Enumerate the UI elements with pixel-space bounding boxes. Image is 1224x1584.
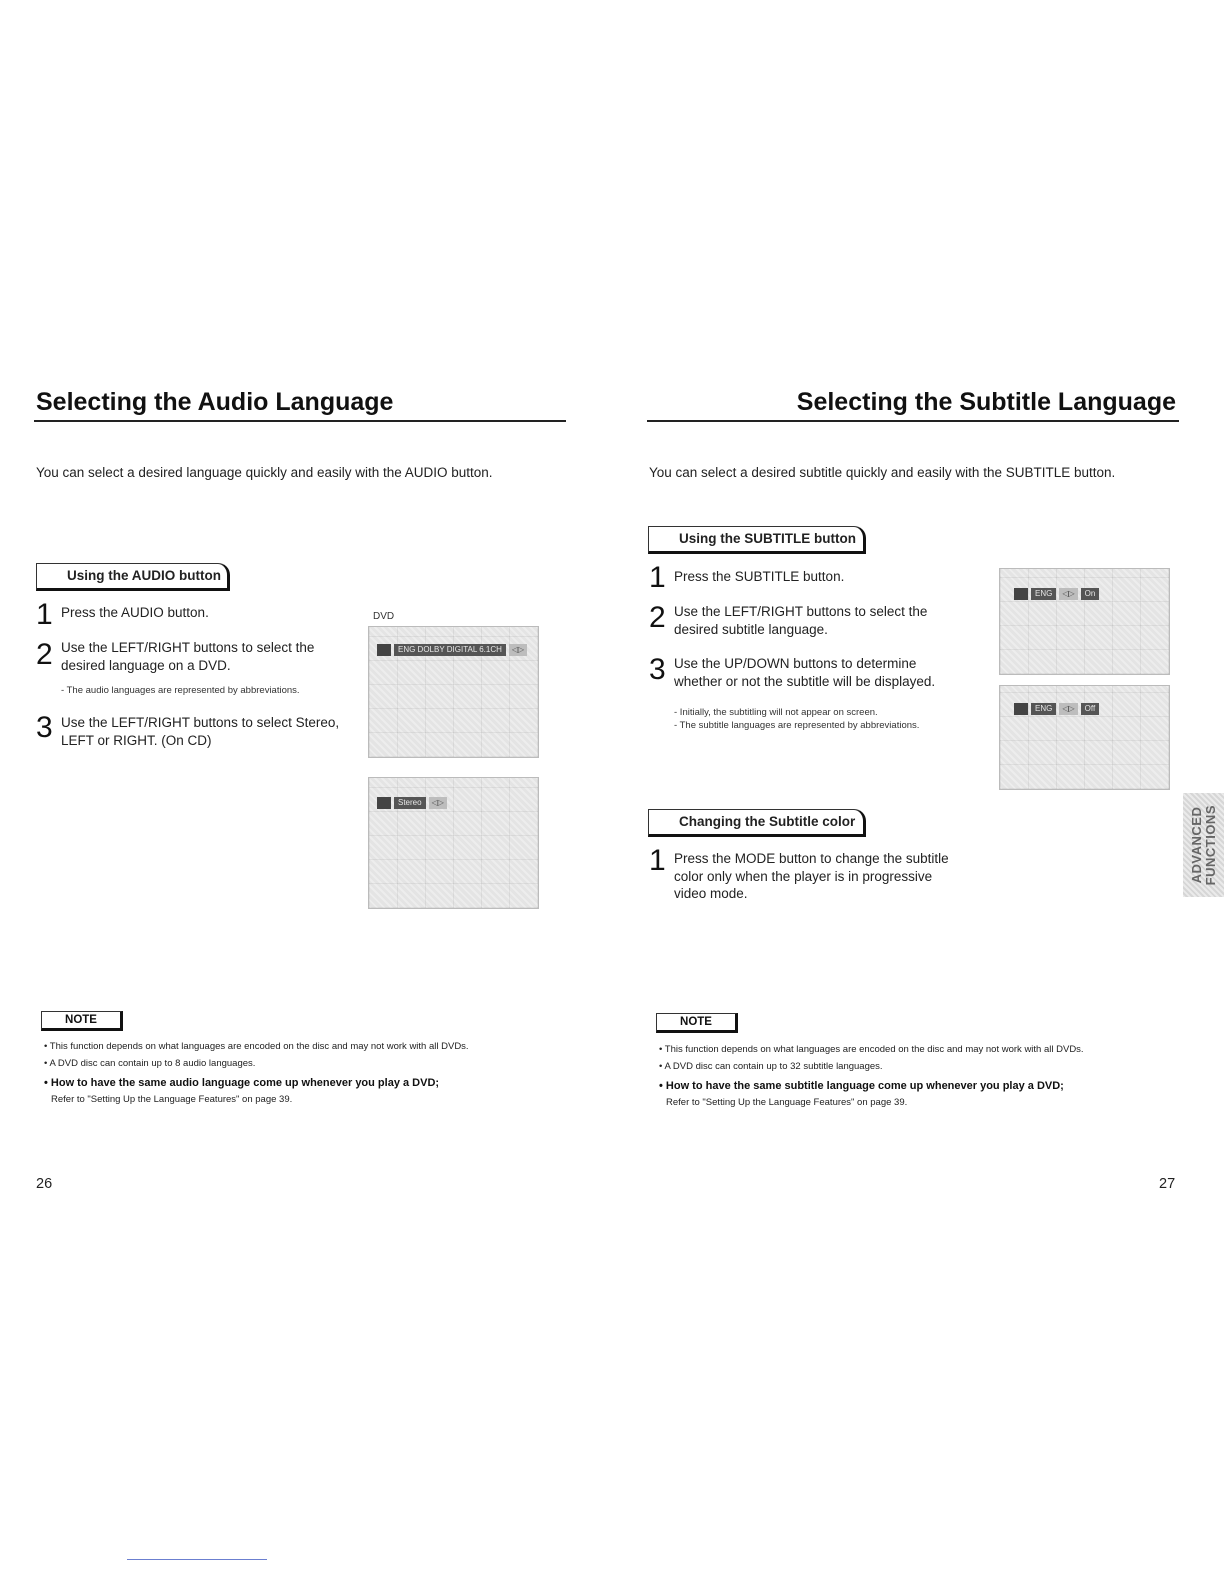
note-label-right: NOTE (656, 1013, 738, 1033)
side-tab-line-1: ADVANCED (1188, 806, 1204, 884)
osd-nav-arrows: ◁▷ (1059, 703, 1077, 715)
note-bold-line: • How to have the same audio language come up whenever you play a DVD; (44, 1077, 440, 1089)
step-number-3: 3 (36, 711, 53, 744)
section-tab-label: Using the SUBTITLE button (679, 531, 856, 546)
intro-text-audio: You can select a desired language quickly and easily with the AUDIO button. (36, 465, 493, 480)
step-3-note-2: - The subtitle languages are represented by abbreviations. (674, 720, 920, 731)
note-line-1: • This function depends on what languages are encoded on the disc and may not work with all DVDs. (659, 1044, 1084, 1055)
step-number-3: 3 (649, 653, 666, 686)
step-number-2: 2 (36, 638, 53, 671)
page-number-right: 27 (1159, 1176, 1176, 1192)
osd-stereo-label: Stereo (394, 797, 426, 809)
color-step-number-1: 1 (649, 844, 666, 877)
note-bold-line: • How to have the same subtitle language come up whenever you play a DVD; (659, 1080, 1064, 1092)
osd-subtitle-bar (1014, 702, 1099, 716)
section-tab-subtitle-color (648, 809, 866, 837)
osd-subtitle-state: Off (1081, 703, 1100, 715)
note-reference: Refer to "Setting Up the Language Features" on page 39. (666, 1097, 908, 1108)
osd-subtitle-state: On (1081, 588, 1100, 600)
note-reference: Refer to "Setting Up the Language Features" on page 39. (51, 1094, 293, 1105)
audio-icon (377, 644, 391, 656)
step-text-2: Use the LEFT/RIGHT buttons to select the desired language on a DVD. (61, 640, 315, 673)
title-rule-right (647, 420, 1179, 422)
tv-screen-audio-dvd (368, 626, 539, 758)
step-text-3: Use the LEFT/RIGHT buttons to select Stereo, LEFT or RIGHT. (On CD) (61, 715, 340, 748)
osd-nav-arrows: ◁▷ (429, 797, 447, 809)
screen-caption-dvd: DVD (373, 611, 395, 622)
step-text-3: Use the UP/DOWN buttons to determine whether or not the subtitle will be displayed. (674, 656, 936, 689)
intro-text-subtitle: You can select a desired subtitle quickly and easily with the SUBTITLE button. (649, 465, 1116, 480)
tv-screen-subtitle-off (999, 685, 1170, 790)
osd-subtitle-language: ENG (1031, 588, 1056, 600)
tv-screen-audio-cd (368, 777, 539, 909)
osd-subtitle-bar (1014, 587, 1099, 601)
step-number-1: 1 (649, 561, 666, 594)
osd-subtitle-language: ENG (1031, 703, 1056, 715)
step-number-1: 1 (36, 598, 53, 631)
osd-nav-arrows: ◁▷ (1059, 588, 1077, 600)
step-3-note-1: - Initially, the subtitling will not appear on screen. (674, 707, 878, 718)
osd-nav-arrows: ◁▷ (509, 644, 527, 656)
step-text-1: Press the AUDIO button. (61, 605, 209, 620)
section-tab-label: Using the AUDIO button (67, 568, 221, 583)
section-tab-subtitle-button (648, 526, 866, 554)
section-tab-label: Changing the Subtitle color (679, 814, 856, 829)
page-title-subtitle: Selecting the Subtitle Language (796, 388, 1176, 416)
tv-screen-subtitle-on (999, 568, 1170, 675)
note-line-2: • A DVD disc can contain up to 32 subtitle languages. (659, 1061, 883, 1072)
osd-audio-label: ENG DOLBY DIGITAL 6.1CH (394, 644, 506, 656)
title-rule-left (34, 420, 566, 422)
subtitle-icon (1014, 588, 1028, 600)
osd-audio-bar (377, 643, 527, 657)
section-tab-audio-button (36, 563, 230, 591)
note-line-1: • This function depends on what languages are encoded on the disc and may not work with all DVDs. (44, 1041, 469, 1052)
side-tab-line-2: FUNCTIONS (1202, 804, 1218, 886)
osd-stereo-bar (377, 796, 447, 810)
note-line-2: • A DVD disc can contain up to 8 audio languages. (44, 1058, 256, 1069)
color-step-text-1: Press the MODE button to change the subtitle color only when the player is in progressive video mode. (674, 851, 949, 901)
step-number-2: 2 (649, 601, 666, 634)
divider-line (127, 1559, 267, 1560)
step-text-2: Use the LEFT/RIGHT buttons to select the desired subtitle language. (674, 604, 928, 637)
page-title-audio: Selecting the Audio Language (36, 388, 394, 416)
subtitle-icon (1014, 703, 1028, 715)
page-number-left: 26 (36, 1176, 53, 1192)
note-label-left: NOTE (41, 1011, 123, 1031)
side-tab-advanced-functions (1183, 793, 1224, 897)
step-text-1: Press the SUBTITLE button. (674, 569, 845, 584)
audio-icon (377, 797, 391, 809)
step-2-note: - The audio languages are represented by abbreviations. (61, 685, 300, 696)
